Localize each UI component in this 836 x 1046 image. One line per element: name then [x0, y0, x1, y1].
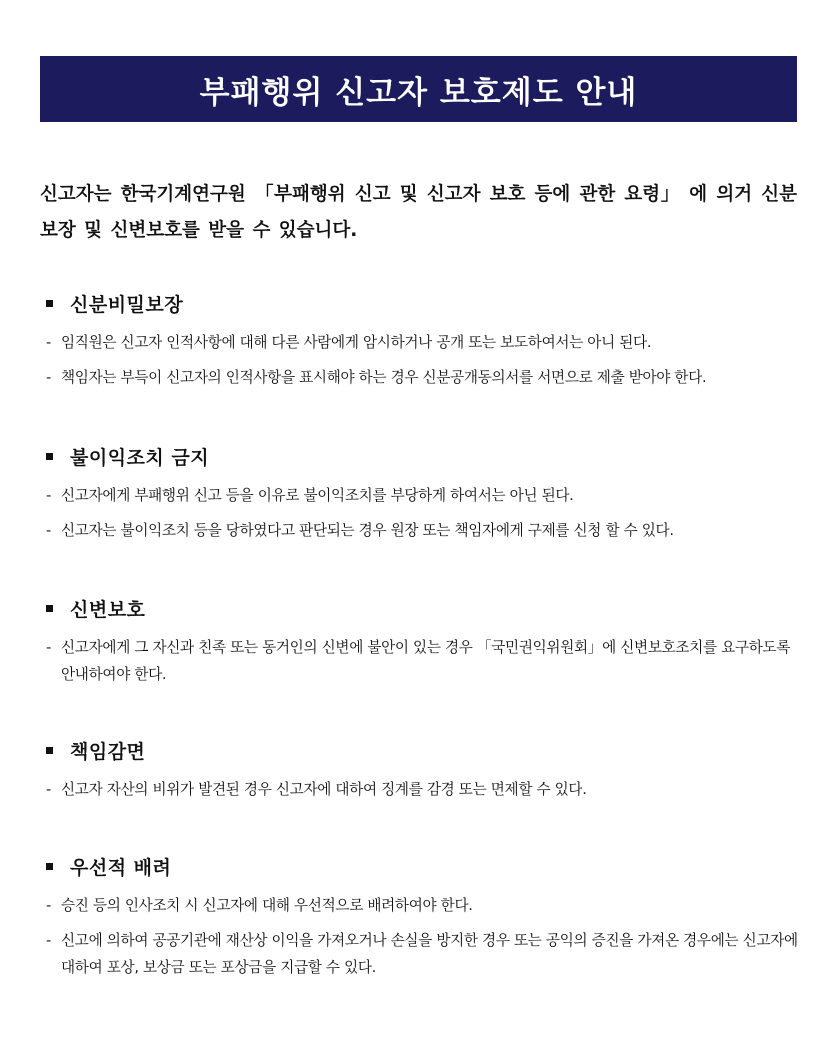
section-heading: 신변보호 [70, 598, 146, 621]
list-item-text: 신고자에게 그 자신과 친족 또는 동거인의 신변에 불안이 있는 경우 「국민권익위원회」에 신변보호조치를 요구하도록 안내하여야 한다. [61, 639, 791, 683]
list-item [40, 634, 800, 688]
dash-icon: - [46, 334, 51, 351]
square-bullet-icon [46, 863, 53, 870]
dash-icon: - [46, 487, 51, 504]
list-item [40, 482, 800, 509]
page-title: 부패행위 신고자 보호제도 안내 [199, 74, 638, 111]
section-heading: 불이익조치 금지 [70, 446, 210, 469]
list-item-text: 승진 등의 인사조치 시 신고자에 대해 우선적으로 배려하여야 한다. [61, 897, 473, 914]
section-heading: 우선적 배려 [70, 856, 172, 879]
list-item-text: 신고에 의하여 공공기관에 재산상 이익을 가져오거나 손실을 방지한 경우 또는 공익의 증진을 가져온 경우에는 신고자에 대하여 포상, 보상금 또는 포상금을 지급할 수 있다. [61, 932, 798, 976]
square-bullet-icon [46, 300, 53, 307]
dash-icon: - [46, 932, 51, 949]
section-personal-protection [40, 594, 800, 696]
list-item [40, 364, 800, 391]
list-item-text: 책임자는 부득이 신고자의 인적사항을 표시해야 하는 경우 신분공개동의서를 서면으로 제출 받아야 한다. [61, 369, 707, 386]
list-item-text: 신고자에게 부패행위 신고 등을 이유로 불이익조치를 부당하게 하여서는 아닌 된다. [61, 487, 574, 504]
section-heading: 책임감면 [70, 740, 146, 763]
list-item [40, 927, 800, 981]
title-banner [40, 56, 797, 122]
section-heading: 신분비밀보장 [70, 293, 184, 316]
dash-icon: - [46, 369, 51, 386]
section-liability-reduction [40, 736, 800, 811]
dash-icon: - [46, 639, 51, 656]
dash-icon: - [46, 781, 51, 798]
section-identity-confidentiality [40, 289, 800, 399]
section-priority-consideration [40, 852, 800, 989]
list-item [40, 517, 800, 544]
list-item [40, 892, 800, 919]
dash-icon: - [46, 897, 51, 914]
list-item-text: 신고자 자산의 비위가 발견된 경우 신고자에 대하여 징계를 감경 또는 면제할 수 있다. [61, 781, 587, 798]
list-item [40, 776, 800, 803]
section-no-retaliation [40, 442, 800, 552]
square-bullet-icon [46, 605, 53, 612]
square-bullet-icon [46, 747, 53, 754]
intro-paragraph: 신고자는 한국기계연구원 「부패행위 신고 및 신고자 보호 등에 관한 요령」 에 의거 신분보장 및 신변보호를 받을 수 있습니다. [40, 184, 797, 241]
list-item [40, 329, 800, 356]
square-bullet-icon [46, 453, 53, 460]
list-item-text: 임직원은 신고자 인적사항에 대해 다른 사람에게 암시하거나 공개 또는 보도하여서는 아니 된다. [61, 334, 652, 351]
dash-icon: - [46, 522, 51, 539]
list-item-text: 신고자는 불이익조치 등을 당하였다고 판단되는 경우 원장 또는 책임자에게 구제를 신청 할 수 있다. [61, 522, 674, 539]
